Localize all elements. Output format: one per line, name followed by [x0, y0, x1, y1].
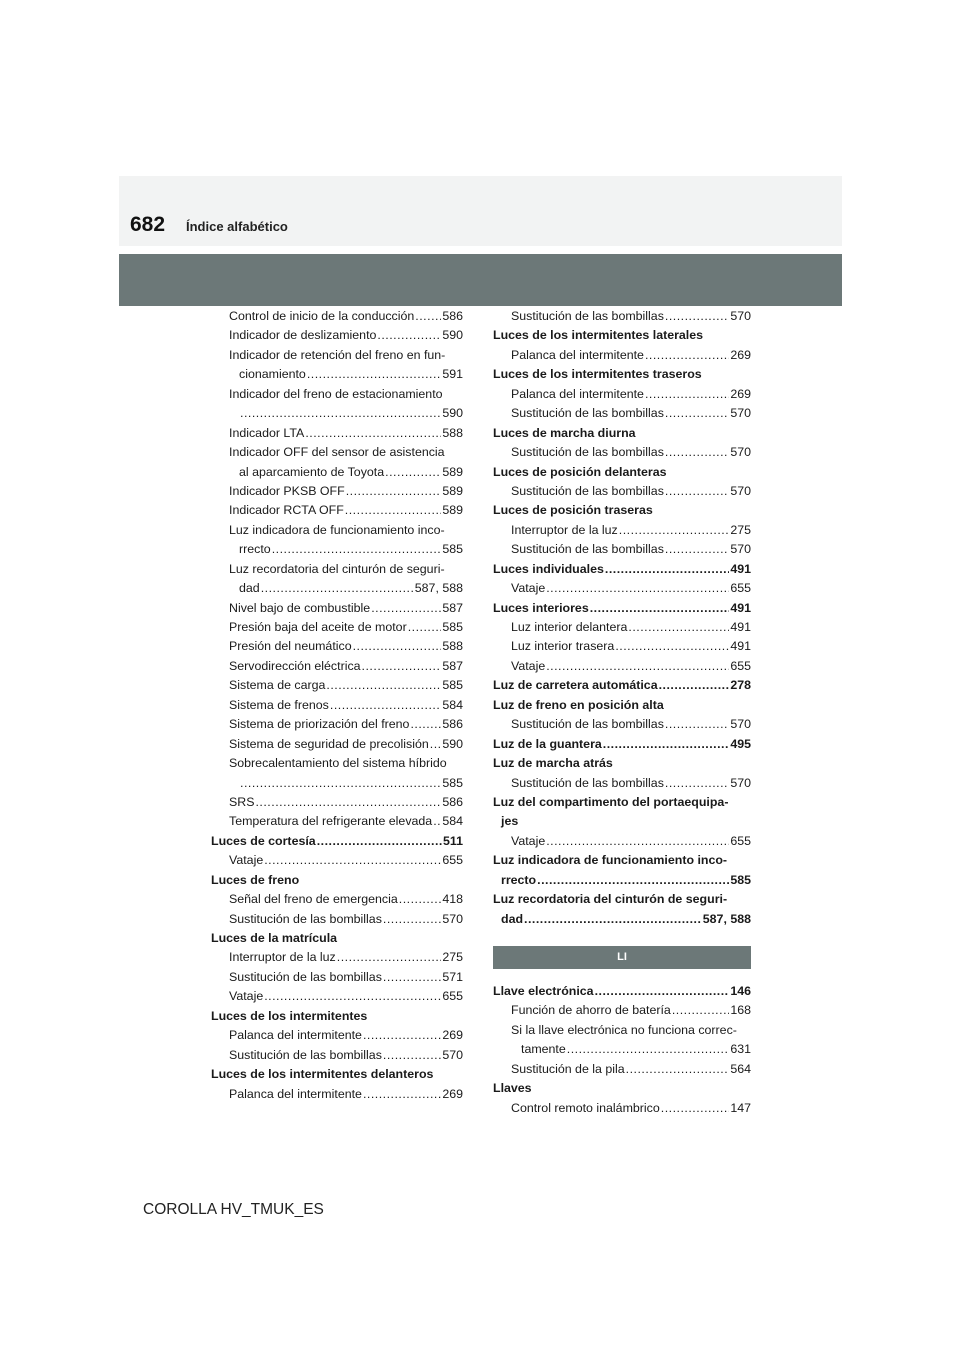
index-entry — [211, 657, 463, 676]
index-entry-page: 146 — [730, 984, 751, 998]
dot-leader — [665, 404, 729, 423]
dot-leader — [524, 910, 702, 929]
index-entry — [493, 307, 751, 326]
index-entry — [493, 812, 751, 831]
index-entry-page: 570 — [730, 406, 751, 421]
index-entry-text: al aparcamiento de Toyota — [239, 463, 384, 482]
dot-leader — [264, 851, 441, 870]
index-entry-text: Luz de freno en posición alta — [493, 697, 664, 712]
index-entry — [493, 851, 751, 870]
index-entry-page: 564 — [730, 1061, 751, 1076]
index-entry-text: Luz recordatoria del cinturón de seguri- — [229, 561, 445, 576]
index-entry-page: 491 — [730, 639, 751, 654]
dot-leader — [307, 365, 442, 384]
index-entry — [493, 521, 751, 540]
index-entry — [211, 948, 463, 967]
index-entry-text: cionamiento — [239, 365, 306, 384]
index-entry — [493, 579, 751, 598]
dot-leader — [665, 715, 729, 734]
index-entry-text: Luz de carretera automática — [493, 676, 658, 695]
index-entry — [211, 307, 463, 326]
index-entry-text: Luces de los intermitentes traseros — [493, 367, 702, 382]
index-entry-page: 590 — [442, 328, 463, 343]
dot-leader — [645, 385, 729, 404]
dot-leader — [546, 657, 729, 676]
dot-leader — [645, 346, 729, 365]
index-entry-text: Sustitución de las bombillas — [229, 1046, 382, 1065]
index-entry-page: 147 — [730, 1100, 751, 1115]
index-entry-page: 570 — [730, 445, 751, 460]
index-entry — [211, 424, 463, 443]
index-entry — [211, 774, 463, 793]
index-entry-text: Luces de cortesía — [211, 832, 316, 851]
index-entry-page: 570 — [730, 775, 751, 790]
dot-leader — [353, 637, 442, 656]
dot-leader — [408, 618, 442, 637]
index-entry-text: Palanca del intermitente — [229, 1026, 362, 1045]
index-entry-text: Vataje — [511, 657, 545, 676]
index-entry-page: 511 — [443, 833, 463, 848]
index-entry — [211, 346, 463, 365]
dot-leader — [665, 443, 729, 462]
dot-leader — [383, 910, 441, 929]
dot-leader — [626, 1060, 730, 1079]
index-entry-page: 269 — [442, 1028, 463, 1043]
index-entry — [211, 1046, 463, 1065]
index-entry — [211, 1065, 463, 1084]
index-entry-text: Sistema de frenos — [229, 696, 329, 715]
index-entry-page: 655 — [730, 658, 751, 673]
index-entry-page: 655 — [730, 581, 751, 596]
index-entry — [211, 910, 463, 929]
index-entry-text: Sistema de seguridad de precolisión — [229, 735, 429, 754]
index-entry — [211, 890, 463, 909]
index-entry-page: 586 — [442, 794, 463, 809]
index-entry — [493, 1099, 751, 1118]
index-entry-page: 585 — [442, 542, 463, 557]
index-entry — [493, 385, 751, 404]
index-entry-page: 570 — [442, 1047, 463, 1062]
dot-leader — [330, 696, 441, 715]
index-entry-page: 571 — [442, 969, 463, 984]
index-entry — [211, 443, 463, 462]
index-entry-text: Vataje — [511, 579, 545, 598]
index-entry-text: rrecto — [501, 871, 536, 890]
index-entry-text: tamente — [521, 1040, 566, 1059]
index-entry-text: Llave electrónica — [493, 982, 594, 1001]
dot-leader — [240, 774, 441, 793]
index-entry — [493, 443, 751, 462]
index-entry — [211, 987, 463, 1006]
index-entry — [211, 1026, 463, 1045]
index-entry-page: 631 — [730, 1042, 751, 1057]
index-entry-page: 275 — [730, 522, 751, 537]
index-entry-text: Luz indicadora de funcionamiento inco- — [229, 522, 445, 537]
index-entry — [493, 735, 751, 754]
index-entry-text: Luces de los intermitentes delanteros — [211, 1067, 434, 1082]
index-entry-text: Temperatura del refrigerante elevada — [229, 812, 432, 831]
index-entry-page: 589 — [442, 503, 463, 518]
index-entry-page: 655 — [730, 833, 751, 848]
index-entry-page: 570 — [730, 483, 751, 498]
index-entry-text: Indicador LTA — [229, 424, 304, 443]
index-entry-text: Luces de marcha diurna — [493, 425, 636, 440]
index-entry-page: 491 — [730, 620, 751, 634]
index-entry-text: Luz interior trasera — [511, 637, 614, 656]
index-entry — [493, 637, 751, 656]
index-entry — [493, 404, 751, 423]
index-entry — [493, 424, 751, 443]
index-entry — [211, 404, 463, 423]
index-entry — [211, 929, 463, 948]
index-entry-page: 584 — [442, 814, 463, 829]
dot-leader — [255, 793, 441, 812]
dot-leader — [363, 1026, 441, 1045]
index-entry — [211, 599, 463, 618]
index-entry-text: Palanca del intermitente — [229, 1085, 362, 1104]
dot-leader — [430, 735, 442, 754]
index-entry — [493, 890, 751, 909]
index-entry-page: 585 — [442, 620, 463, 634]
index-entry-text: Sustitución de la pila — [511, 1060, 625, 1079]
index-entry — [493, 463, 751, 482]
index-column-left — [211, 307, 463, 1104]
dot-leader — [595, 982, 730, 1001]
index-entry-text: Indicador del freno de estacionamiento — [229, 386, 443, 401]
dot-leader — [362, 657, 442, 676]
index-entry-page: 587, 588 — [702, 911, 751, 926]
dot-leader — [385, 463, 441, 482]
index-entry-page: 586 — [442, 309, 463, 323]
index-entry-page: 655 — [442, 989, 463, 1004]
index-entry — [211, 385, 463, 404]
dot-leader — [590, 599, 730, 618]
index-entry — [211, 793, 463, 812]
index-entry — [211, 735, 463, 754]
index-entry-text: Control remoto inalámbrico — [511, 1099, 660, 1118]
index-entry-page: 587, 588 — [414, 581, 463, 596]
index-entry — [493, 715, 751, 734]
index-entry-text: Presión baja del aceite de motor — [229, 618, 407, 637]
index-entry — [211, 812, 463, 831]
dot-leader — [371, 599, 441, 618]
index-entry-text: Luces de posición traseras — [493, 503, 653, 518]
index-entry-text: SRS — [229, 793, 254, 812]
page-number: 682 — [130, 213, 166, 236]
index-entry — [493, 1060, 751, 1079]
index-entry-text: dad — [239, 579, 260, 598]
index-entry-page: 591 — [442, 367, 463, 382]
page-title: Índice alfabético — [186, 219, 288, 234]
index-entry-text: Indicador de retención del freno en fun- — [229, 347, 446, 362]
index-entry-text: Luces de posición delanteras — [493, 464, 667, 479]
footer-model-code: COROLLA HV_TMUK_ES — [143, 1201, 324, 1218]
index-entry-text: Indicador de deslizamiento — [229, 326, 376, 345]
index-entry-text: Presión del neumático — [229, 637, 352, 656]
index-entry-text: Palanca del intermitente — [511, 385, 644, 404]
index-entry — [211, 871, 463, 890]
dot-leader — [659, 676, 730, 695]
index-entry — [493, 501, 751, 520]
index-entry-text: Sustitución de las bombillas — [511, 774, 664, 793]
index-group-lu — [493, 307, 751, 929]
index-entry — [211, 1007, 463, 1026]
index-entry-text: Sobrecalentamiento del sistema híbrido — [229, 756, 447, 771]
index-entry-text: Sustitución de las bombillas — [229, 910, 382, 929]
index-entry-text: Indicador PKSB OFF — [229, 482, 345, 501]
dot-leader — [305, 424, 441, 443]
index-entry-page: 588 — [442, 639, 463, 654]
dot-leader — [410, 715, 441, 734]
index-entry-text: Luz de la guantera — [493, 735, 602, 754]
index-entry-page: 585 — [730, 872, 751, 887]
index-entry-text: Luz de marcha atrás — [493, 756, 613, 771]
dot-leader — [264, 987, 441, 1006]
index-entry-page: 570 — [730, 309, 751, 323]
index-entry-page: 587 — [442, 600, 463, 615]
index-entry-page: 588 — [442, 425, 463, 440]
index-entry — [493, 346, 751, 365]
index-entry-text: Luz del compartimento del portaequipa- — [493, 794, 729, 809]
index-entry-page: 491 — [730, 600, 751, 615]
dot-leader — [261, 579, 414, 598]
index-entry-text: Luces de los intermitentes — [211, 1008, 368, 1023]
index-entry-page: 278 — [730, 678, 751, 693]
index-entry — [493, 1040, 751, 1059]
index-entry — [211, 637, 463, 656]
index-entry-text: Sustitución de las bombillas — [511, 404, 664, 423]
index-entry-text: Sistema de carga — [229, 676, 325, 695]
index-entry-text: Luces individuales — [493, 560, 604, 579]
index-entry-text: Interruptor de la luz — [511, 521, 618, 540]
index-entry-text: Indicador OFF del sensor de asistencia — [229, 445, 445, 460]
index-entry — [493, 599, 751, 618]
index-entry-text: Vataje — [229, 987, 263, 1006]
index-entry — [211, 968, 463, 987]
index-entry — [493, 618, 751, 637]
index-entry — [493, 871, 751, 890]
index-entry-text: Indicador RCTA OFF — [229, 501, 344, 520]
index-entry — [211, 463, 463, 482]
index-entry-page: 269 — [442, 1086, 463, 1101]
dot-leader — [665, 307, 729, 326]
dot-leader — [346, 482, 442, 501]
index-entry-text: Control de inicio de la conducción — [229, 307, 414, 326]
index-entry — [211, 676, 463, 695]
index-entry — [211, 1085, 463, 1104]
dot-leader — [345, 501, 442, 520]
index-entry — [493, 774, 751, 793]
dot-leader — [415, 307, 441, 326]
index-entry-text: Si la llave electrónica no funciona correc- — [511, 1022, 737, 1037]
index-entry — [493, 982, 751, 1001]
index-entry-page: 570 — [730, 717, 751, 732]
dot-leader — [377, 326, 441, 345]
index-entry-text: rrecto — [239, 540, 271, 559]
index-entry-text: Luces de la matrícula — [211, 931, 338, 945]
index-entry — [211, 521, 463, 540]
index-group-li — [493, 982, 751, 1118]
index-entry-page: 586 — [442, 717, 463, 732]
index-entry — [493, 657, 751, 676]
index-entry-text: Interruptor de la luz — [229, 948, 336, 967]
index-entry — [211, 832, 463, 851]
dot-leader — [337, 948, 442, 967]
dot-leader — [326, 676, 441, 695]
header-band-light — [119, 176, 842, 246]
index-entry — [493, 754, 751, 773]
index-entry-text: Luz indicadora de funcionamiento inco- — [493, 853, 728, 868]
index-entry-text: jes — [501, 814, 519, 829]
index-entry-text: Sustitución de las bombillas — [511, 715, 664, 734]
index-entry — [211, 579, 463, 598]
index-entry — [493, 1001, 751, 1020]
index-entry — [493, 1079, 751, 1098]
index-entry-text: dad — [501, 910, 523, 929]
index-entry-text: Luces de freno — [211, 872, 300, 887]
index-entry — [211, 482, 463, 501]
index-entry-text: Sistema de priorización del freno — [229, 715, 409, 734]
index-entry-text: Palanca del intermitente — [511, 346, 644, 365]
index-entry-text: Sustitución de las bombillas — [511, 540, 664, 559]
index-entry-page: 585 — [442, 678, 463, 693]
dot-leader — [272, 540, 442, 559]
index-entry-text: Sustitución de las bombillas — [511, 307, 664, 326]
index-entry — [493, 1021, 751, 1040]
dot-leader — [665, 482, 729, 501]
index-entry — [211, 540, 463, 559]
index-entry-text: Nivel bajo de combustible — [229, 599, 370, 618]
index-entry — [493, 910, 751, 929]
dot-leader — [546, 579, 729, 598]
index-entry — [211, 851, 463, 870]
index-entry — [493, 696, 751, 715]
index-entry-text: Luz interior delantera — [511, 618, 627, 637]
index-entry-page: 570 — [442, 911, 463, 926]
dot-leader — [537, 871, 729, 890]
index-entry — [211, 326, 463, 345]
index-entry-text: Luces interiores — [493, 599, 589, 618]
dot-leader — [603, 735, 730, 754]
index-entry-text: Sustitución de las bombillas — [229, 968, 382, 987]
dot-leader — [399, 890, 442, 909]
dot-leader — [433, 812, 441, 831]
index-entry-page: 491 — [730, 561, 751, 576]
index-entry-page: 585 — [442, 775, 463, 790]
dot-leader — [363, 1085, 441, 1104]
dot-leader — [665, 774, 729, 793]
index-entry-page: 418 — [442, 892, 463, 907]
dot-leader — [619, 521, 730, 540]
index-column-right — [493, 307, 751, 1118]
index-entry — [211, 560, 463, 579]
index-entry — [211, 754, 463, 773]
dot-leader — [605, 560, 729, 579]
index-entry — [493, 793, 751, 812]
dot-leader — [672, 1001, 730, 1020]
index-entry-page: 590 — [442, 406, 463, 421]
dot-leader — [665, 540, 729, 559]
index-entry-page: 587 — [442, 658, 463, 673]
index-entry — [493, 540, 751, 559]
index-entry — [211, 365, 463, 384]
index-entry-text: Función de ahorro de batería — [511, 1001, 671, 1020]
index-entry-text: Luces de los intermitentes laterales — [493, 328, 704, 343]
index-entry — [493, 482, 751, 501]
index-entry — [493, 676, 751, 695]
dot-leader — [661, 1099, 730, 1118]
dot-leader — [383, 968, 441, 987]
index-entry-page: 495 — [730, 736, 751, 751]
index-entry-text: Luz recordatoria del cinturón de seguri- — [493, 892, 728, 907]
dot-leader — [317, 832, 442, 851]
index-entry — [493, 832, 751, 851]
index-entry-page: 570 — [730, 542, 751, 557]
index-entry-text: Sustitución de las bombillas — [511, 443, 664, 462]
dot-leader — [240, 404, 441, 423]
dot-leader — [615, 637, 729, 656]
index-entry-page: 269 — [730, 386, 751, 401]
index-entry-text: Señal del freno de emergencia — [229, 890, 398, 909]
index-entry — [493, 365, 751, 384]
index-entry — [211, 715, 463, 734]
index-entry-text: Servodirección eléctrica — [229, 657, 361, 676]
dot-leader — [567, 1040, 730, 1059]
index-entry-page: 589 — [442, 464, 463, 479]
index-entry-page: 655 — [442, 853, 463, 868]
index-entry-page: 590 — [442, 736, 463, 751]
dot-leader — [383, 1046, 441, 1065]
index-entry — [493, 326, 751, 345]
index-entry — [211, 696, 463, 715]
index-entry-page: 275 — [442, 950, 463, 965]
index-entry — [493, 560, 751, 579]
index-entry-page: 589 — [442, 483, 463, 498]
header-band-dark — [119, 254, 842, 306]
index-entry — [211, 618, 463, 637]
dot-leader — [546, 832, 729, 851]
index-entry-page: 168 — [730, 1003, 751, 1018]
index-entry-text: Sustitución de las bombillas — [511, 482, 664, 501]
index-entry — [211, 501, 463, 520]
dot-leader — [628, 618, 729, 637]
index-entry-page: 584 — [442, 697, 463, 712]
section-band-li: LI — [493, 946, 751, 969]
index-entry-text: Llaves — [493, 1081, 532, 1096]
index-entry-page: 269 — [730, 347, 751, 362]
index-entry-text: Vataje — [229, 851, 263, 870]
index-entry-text: Vataje — [511, 832, 545, 851]
